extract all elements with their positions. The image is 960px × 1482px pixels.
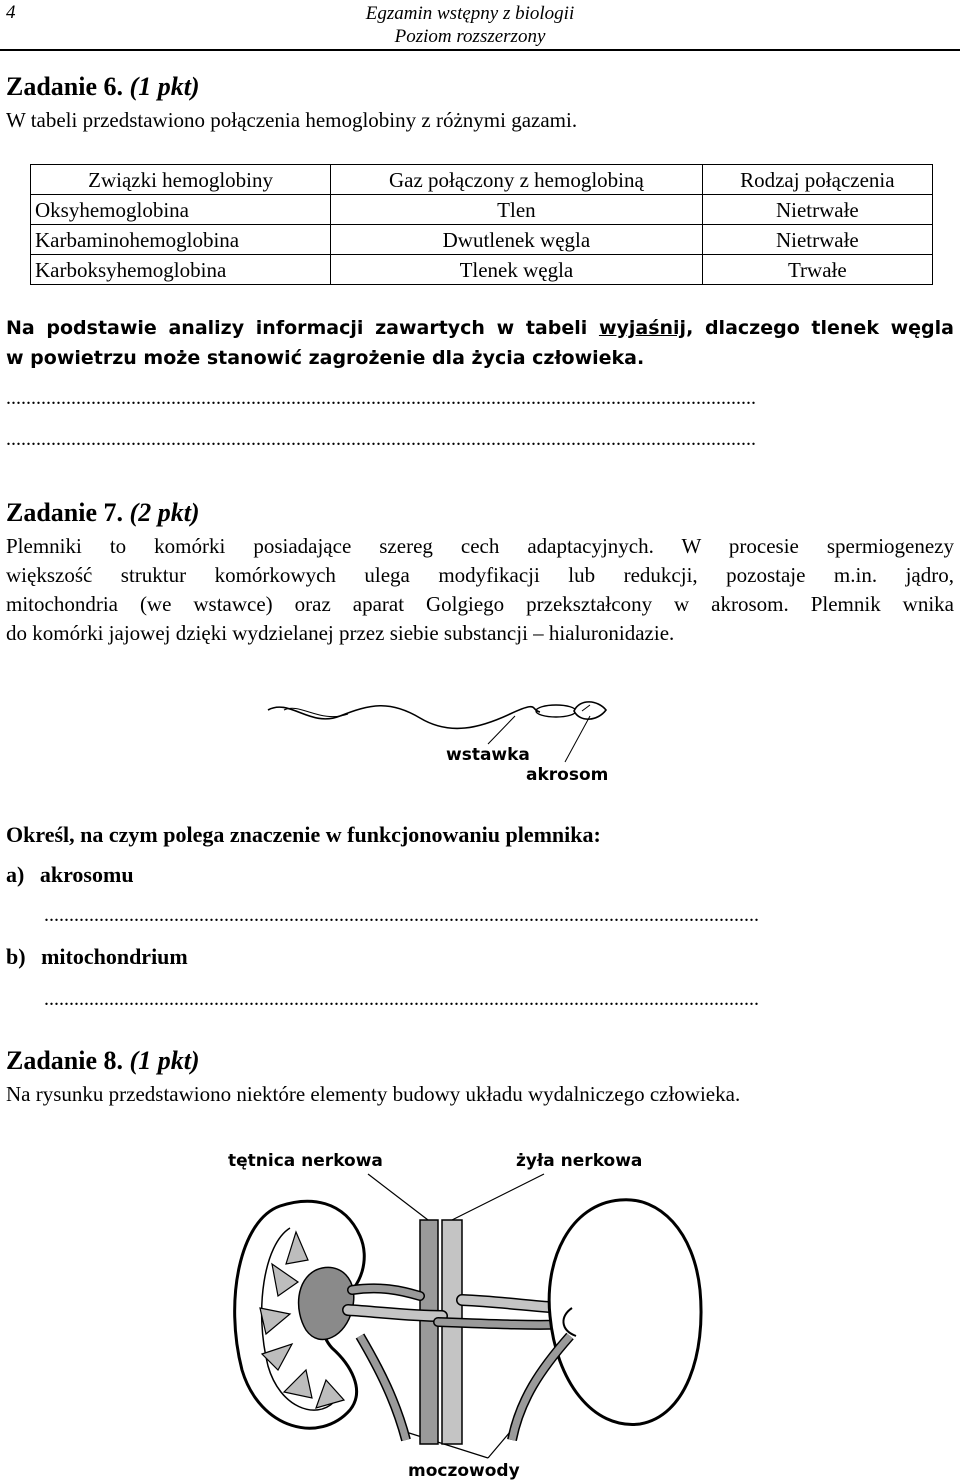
akrosom-pointer: [565, 716, 590, 762]
aorta: [420, 1220, 438, 1444]
wstawka-pointer: [488, 716, 515, 744]
table-cell: Dwutlenek węgla: [331, 225, 703, 255]
task6-question-part1: Na podstawie analizy informacji zawartych w tabeli: [6, 317, 588, 339]
table-cell: Tlenek węgla: [331, 255, 703, 285]
table-header-cell: Związki hemoglobiny: [31, 165, 331, 195]
item-a-label: akrosomu: [39, 862, 134, 887]
item-b-label: mitochondrium: [41, 944, 188, 969]
page-header: [320, 2, 620, 48]
wstawka-label: wstawka: [446, 745, 530, 765]
task7-points: (2 pkt): [129, 498, 200, 527]
table-cell: Nietrwałe: [702, 225, 932, 255]
task8-title-text: Zadanie 8.: [6, 1046, 124, 1075]
table-cell: Nietrwałe: [702, 195, 932, 225]
task6-question-emphasis: wyjaśnij: [598, 317, 687, 339]
artery-pointer: [368, 1174, 428, 1220]
sperm-figure: [260, 688, 620, 788]
vein-pointer: [452, 1174, 544, 1220]
task7-paragraph-line: do komórki jajowej dzięki wydzielanej przez siebie substancji – hialuronidazie.: [6, 621, 675, 645]
table-cell: Tlen: [331, 195, 703, 225]
task6-question: [6, 313, 954, 373]
table-header-cell: Rodzaj połączenia: [702, 165, 932, 195]
answer-line[interactable]: ......................................................................................................................................................: [6, 428, 756, 450]
task7-paragraph-line: Plemniki to komórki posiadające szereg cech adaptacyjnych. W procesie spermiogenezy: [6, 534, 954, 558]
task7-item-b: [6, 944, 188, 970]
task7-paragraph: [6, 532, 954, 648]
akrosom-label: akrosom: [526, 765, 609, 785]
table-header-row: [31, 165, 933, 195]
page-number: 4: [6, 2, 16, 23]
table-header-cell: Gaz połączony z hemoglobiną: [331, 165, 703, 195]
sperm-tail: [268, 706, 540, 729]
task7-title-text: Zadanie 7.: [6, 498, 124, 527]
header-line-2: Poziom rozszerzony: [394, 26, 546, 47]
answer-line[interactable]: ......................................................................................................................................................: [6, 387, 756, 409]
answer-line[interactable]: ...............................................................................................................................................: [44, 904, 759, 926]
task7-question: Określ, na czym polega znaczenie w funkcjonowaniu plemnika:: [6, 822, 601, 847]
item-b-marker: b): [6, 944, 26, 969]
urinary-system-figure: [220, 1140, 760, 1482]
table-row: [31, 195, 933, 225]
table-cell: Oksyhemoglobina: [31, 195, 331, 225]
task7-title: [6, 498, 200, 528]
task8-title: [6, 1046, 200, 1076]
task6-question-line-1: [6, 313, 954, 343]
item-a-marker: a): [6, 862, 25, 887]
ureter-pointer-right: [488, 1432, 510, 1458]
sperm-midpiece: [536, 705, 576, 717]
artery-label: tętnica nerkowa: [228, 1151, 383, 1171]
task6-title: [6, 72, 200, 102]
vena-cava: [442, 1220, 462, 1444]
task6-question-part2: , dlaczego tlenek węgla: [686, 317, 954, 339]
header-divider: [0, 49, 960, 51]
table-cell: Karboksyhemoglobina: [31, 255, 331, 285]
task7-paragraph-line: mitochondria (we wstawce) oraz aparat Golgiego przekształcony w akrosom. Plemnik wnika: [6, 592, 954, 616]
ureters-label: moczowody: [408, 1461, 520, 1481]
task6-title-text: Zadanie 6.: [6, 72, 124, 101]
table-row: [31, 225, 933, 255]
table-row: [31, 255, 933, 285]
task7-item-a: [6, 862, 134, 888]
task6-question-line-2: w powietrzu może stanowić zagrożenie dla życia człowieka.: [6, 347, 645, 369]
task6-points: (1 pkt): [129, 72, 200, 101]
hemoglobin-table: [30, 164, 933, 285]
table-cell: Karbaminohemoglobina: [31, 225, 331, 255]
task7-paragraph-line: większość struktur komórkowych ulega modyfikacji lub redukcji, pozostaje m.in. jądro,: [6, 563, 954, 587]
table-cell: Trwałe: [702, 255, 932, 285]
renal-pelvis: [299, 1267, 354, 1339]
task6-intro: W tabeli przedstawiono połączenia hemoglobiny z różnymi gazami.: [6, 108, 578, 132]
vein-label: żyła nerkowa: [516, 1151, 643, 1171]
task8-points: (1 pkt): [129, 1046, 200, 1075]
answer-line[interactable]: ...............................................................................................................................................: [44, 988, 759, 1010]
right-kidney: [549, 1200, 701, 1425]
header-line-1: Egzamin wstępny z biologii: [365, 3, 575, 24]
task8-intro: Na rysunku przedstawiono niektóre elementy budowy układu wydalniczego człowieka.: [6, 1082, 741, 1106]
